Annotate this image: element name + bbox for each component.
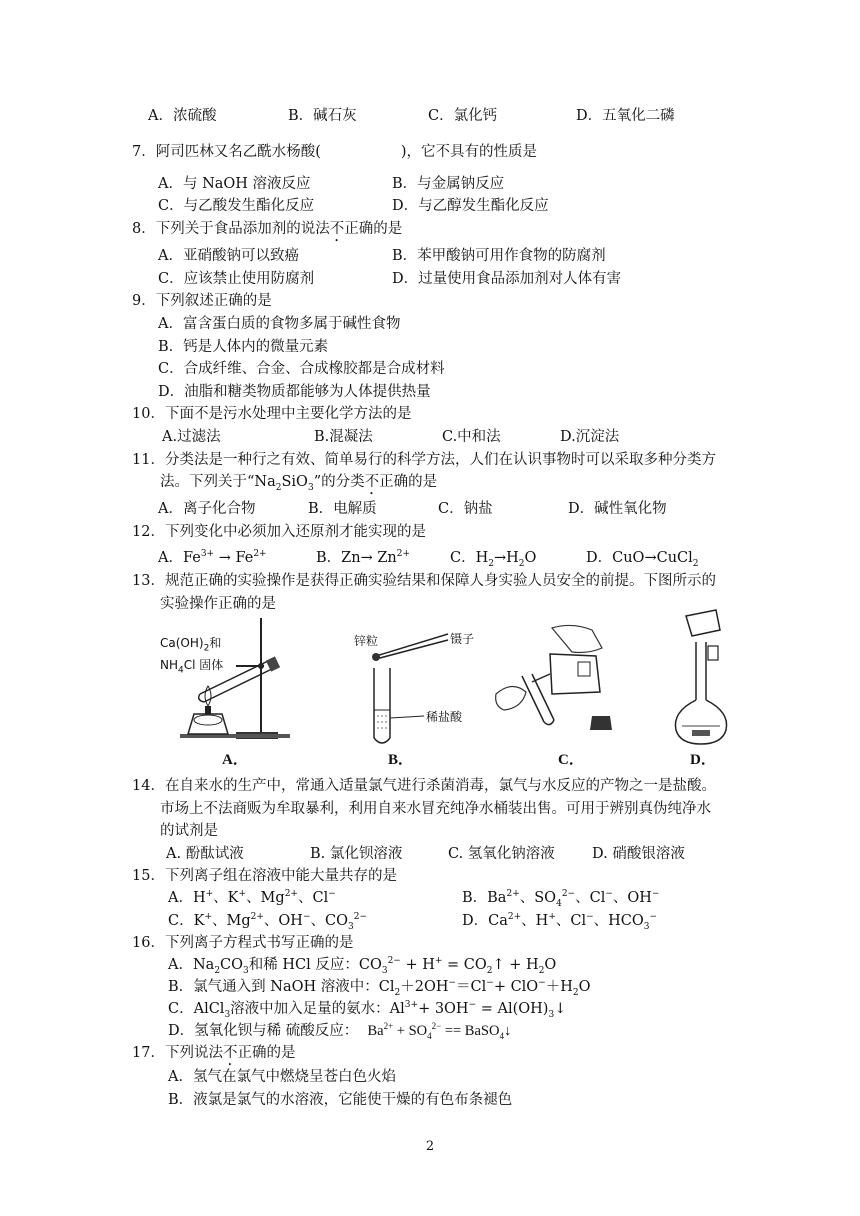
q17-option-a: A．氢气在氯气中燃烧呈苍白色火焰 (168, 1069, 396, 1085)
q10-option-b: B.混凝法 (314, 429, 373, 445)
q13-caption-c: C． (558, 752, 584, 768)
q15-option-a: A．H+、K+、$Mg^{2+}$、Cl− (168, 889, 336, 906)
q14-option-c: C. 氢氧化钠溶液 (448, 846, 555, 862)
q10-option-a: A.过滤法 (162, 429, 221, 445)
q14-line2: 市场上不法商贩为牟取暴利，利用自来水冒充纯净水桶装出售。可用于辨别真伪纯净水 (160, 801, 711, 817)
q12-stem: 12．下列变化中必须加入还原剂才能实现的是 (132, 524, 426, 540)
q11-option-a: A．离子化合物 (158, 501, 256, 517)
q15-option-d: D．$Ca^{2+}$、H+、Cl−、$HCO_3^-$ (462, 912, 658, 932)
q6-option-b: B．碱石灰 (288, 108, 357, 124)
q13-stem-line1: 13．规范正确的实验操作是获得正确实验结果和保障人身实验人员安全的前提。下图所示的 (132, 573, 716, 589)
q14-option-b: B. 氯化钡溶液 (310, 846, 403, 862)
q16-option-b: B．氯气通入到 NaOH 溶液中：$Cl_2+2OH^-=Cl^-+ ClO^-+H_2O$ (168, 978, 591, 998)
q13-image-b (348, 622, 478, 747)
q13-image-a-label2: $NH_4Cl$ 固体 (160, 658, 224, 676)
q11-option-b: B．电解质 (308, 501, 377, 517)
q13-image-b-label-acid: 稀盐酸 (426, 710, 463, 724)
q12-option-d: D．CuO→CuCl$_2$ (586, 550, 699, 569)
q9-option-b: B．钙是人体内的微量元素 (158, 339, 329, 355)
q13-image-c-drawing (492, 618, 640, 746)
q8-option-d: D．过量使用食品添加剂对人体有害 (392, 271, 622, 287)
q13-image-d-drawing (668, 608, 738, 748)
q13-image-a-drawing (158, 616, 308, 746)
q7-option-d: D．与乙醇发生酯化反应 (392, 198, 549, 214)
q13-caption-a: A． (222, 752, 248, 768)
q9-option-a: A．富含蛋白质的食物多属于碱性食物 (158, 316, 401, 332)
q14-line1: 14．在自来水的生产中，常通入适量氯气进行杀菌消毒，氯气与水反应的产物之一是盐酸。 (132, 778, 716, 794)
q7-option-b: B．与金属钠反应 (392, 176, 505, 192)
q7-option-c: C．与乙酸发生酯化反应 (158, 198, 315, 214)
q15-option-c: C．K+、$Mg^{2+}$、OH−、$CO_3^{2-}$ (168, 912, 367, 932)
q12-option-a: A．$Fe^{3+} \to Fe^{2+}$ (158, 549, 267, 566)
page-number: 2 (425, 1139, 435, 1154)
q13-image-b-label-tweezers: 镊子 (450, 632, 475, 646)
q13-image-a-label1: $Ca(OH)_2$和 (160, 636, 222, 654)
q15-option-b: B．$Ba^{2+}$、$SO_4^{2-}$、Cl−、OH− (462, 889, 660, 909)
q14-line3: 的试剂是 (160, 823, 218, 839)
q6-option-a: A．浓硫酸 (148, 108, 217, 124)
q13-image-b-drawing (348, 622, 478, 747)
q13-image-a (158, 616, 308, 746)
q16-stem: 16．下列离子方程式书写正确的是 (132, 935, 354, 951)
q8-option-b: B．苯甲酸钠可用作食物的防腐剂 (392, 248, 606, 264)
q12-option-b: B．$Zn\to Zn^{2+}$ (316, 549, 411, 566)
q13-caption-b: B． (388, 752, 414, 768)
q10-option-c: C.中和法 (442, 429, 501, 445)
q13-stem-line2: 实验操作正确的是 (160, 596, 276, 612)
q16-option-c: C．AlCl$_3$溶液中加入足量的氨水：$Al^{3+}+ 3OH^-$ = $Al(OH)_3↓$ (168, 1000, 567, 1020)
q14-option-a: A. 酚酞试液 (166, 846, 244, 862)
q17-option-b: B．液氯是氯气的水溶液，它能使干燥的有色布条褪色 (168, 1092, 513, 1108)
q8-option-a: A．亚硝酸钠可以致癌 (158, 248, 299, 264)
q9-option-d: D．油脂和糖类物质都能够为人体提供热量 (158, 384, 431, 400)
q7-stem: 7．阿司匹林又名乙酰水杨酸( )，它不具有的性质是 (132, 144, 538, 160)
q13-caption-d: D． (690, 752, 716, 768)
q13-image-b-label-zinc: 锌粒 (354, 634, 379, 648)
q9-stem: 9．下列叙述正确的是 (132, 293, 272, 309)
q7-option-a: A．与 NaOH 溶液反应 (158, 176, 311, 192)
q6-option-c: C．氯化钙 (428, 108, 498, 124)
q11-option-d: D．碱性氧化物 (568, 501, 667, 517)
q11-stem-line1: 11．分类法是一种行之有效、简单易行的科学方法，人们在认识事物时可以采取多种分类方 (132, 452, 716, 468)
q17-stem: 17．下列说法不正确的是 (132, 1045, 296, 1061)
q11-option-c: C．钠盐 (438, 501, 493, 517)
q13-image-d (668, 608, 738, 748)
q8-option-c: C．应该禁止使用防腐剂 (158, 271, 315, 287)
q6-option-d: D．五氧化二磷 (576, 108, 675, 124)
q12-option-c: C．$H_2\to H_2O$ (450, 550, 537, 569)
q10-option-d: D.沉淀法 (560, 429, 620, 445)
q16-option-d: D．氢氧化钡与稀 硫酸反应： $Ba^{2+} + SO_4^{2-}$ == BaSO$_4$↓ (168, 1021, 512, 1041)
q14-option-d: D. 硝酸银溶液 (592, 846, 685, 862)
q11-stem-line2: 法。下列关于“$Na_2SiO_3$”的分类不正确的是 (160, 474, 438, 493)
q10-stem: 10．下面不是污水处理中主要化学方法的是 (132, 406, 412, 422)
q15-stem: 15．下列离子组在溶液中能大量共存的是 (132, 868, 397, 884)
q16-option-a: A．$Na_2CO_3$和稀 HCl 反应：$CO_3^{2-} + H^+$ = $CO_2↑ + H_2O$ (168, 956, 557, 976)
q13-image-c (492, 618, 640, 746)
q8-stem: 8．下列关于食品添加剂的说法不正确的是 (132, 221, 403, 237)
q9-option-c: C．合成纤维、合金、合成橡胶都是合成材料 (158, 361, 445, 377)
